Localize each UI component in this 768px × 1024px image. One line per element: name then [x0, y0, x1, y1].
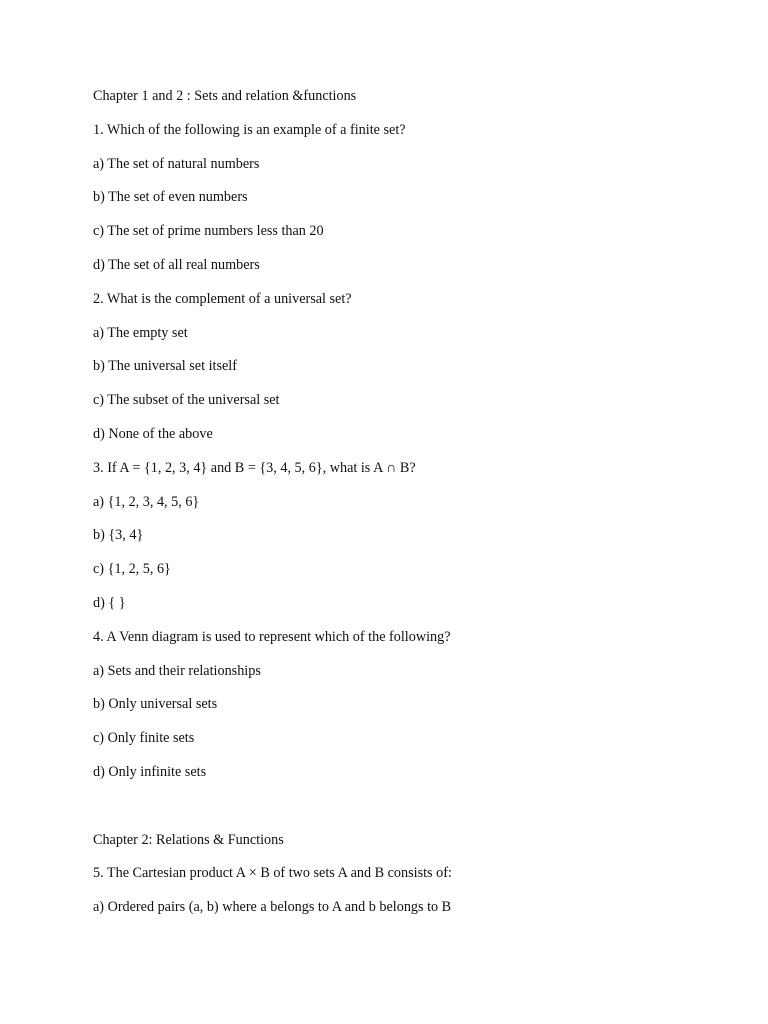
answer-option: b) {3, 4}: [93, 527, 144, 544]
answer-option: c) {1, 2, 5, 6}: [93, 561, 171, 578]
answer-option: b) Only universal sets: [93, 696, 218, 713]
question-text: 3. If A = {1, 2, 3, 4} and B = {3, 4, 5, 6}, what is A ∩ B?: [93, 459, 416, 476]
question-text: 1. Which of the following is an example of a finite set?: [93, 121, 406, 138]
question-text: 5. The Cartesian product A × B of two sets A and B consists of:: [93, 865, 452, 882]
answer-option: c) The subset of the universal set: [93, 392, 280, 409]
answer-option: a) The empty set: [93, 324, 188, 341]
answer-option: d) { }: [93, 594, 126, 611]
answer-option: d) The set of all real numbers: [93, 256, 260, 273]
question-text: 4. A Venn diagram is used to represent which of the following?: [93, 628, 451, 645]
question-text: 2. What is the complement of a universal set?: [93, 290, 352, 307]
answer-option: a) Sets and their relationships: [93, 662, 261, 679]
answer-option: a) {1, 2, 3, 4, 5, 6}: [93, 493, 200, 510]
answer-option: a) Ordered pairs (a, b) where a belongs to A and b belongs to B: [93, 899, 452, 916]
answer-option: c) The set of prime numbers less than 20: [93, 223, 324, 240]
answer-option: d) Only infinite sets: [93, 763, 207, 780]
answer-option: b) The set of even numbers: [93, 189, 248, 206]
answer-option: a) The set of natural numbers: [93, 155, 260, 172]
answer-option: d) None of the above: [93, 425, 213, 442]
chapter-heading: Chapter 1 and 2 : Sets and relation &functions: [93, 88, 357, 104]
chapter-heading: Chapter 2: Relations & Functions: [93, 831, 284, 848]
answer-option: b) The universal set itself: [93, 358, 237, 375]
answer-option: c) Only finite sets: [93, 730, 195, 747]
document-body: [93, 86, 713, 931]
section-spacer: [93, 796, 713, 830]
